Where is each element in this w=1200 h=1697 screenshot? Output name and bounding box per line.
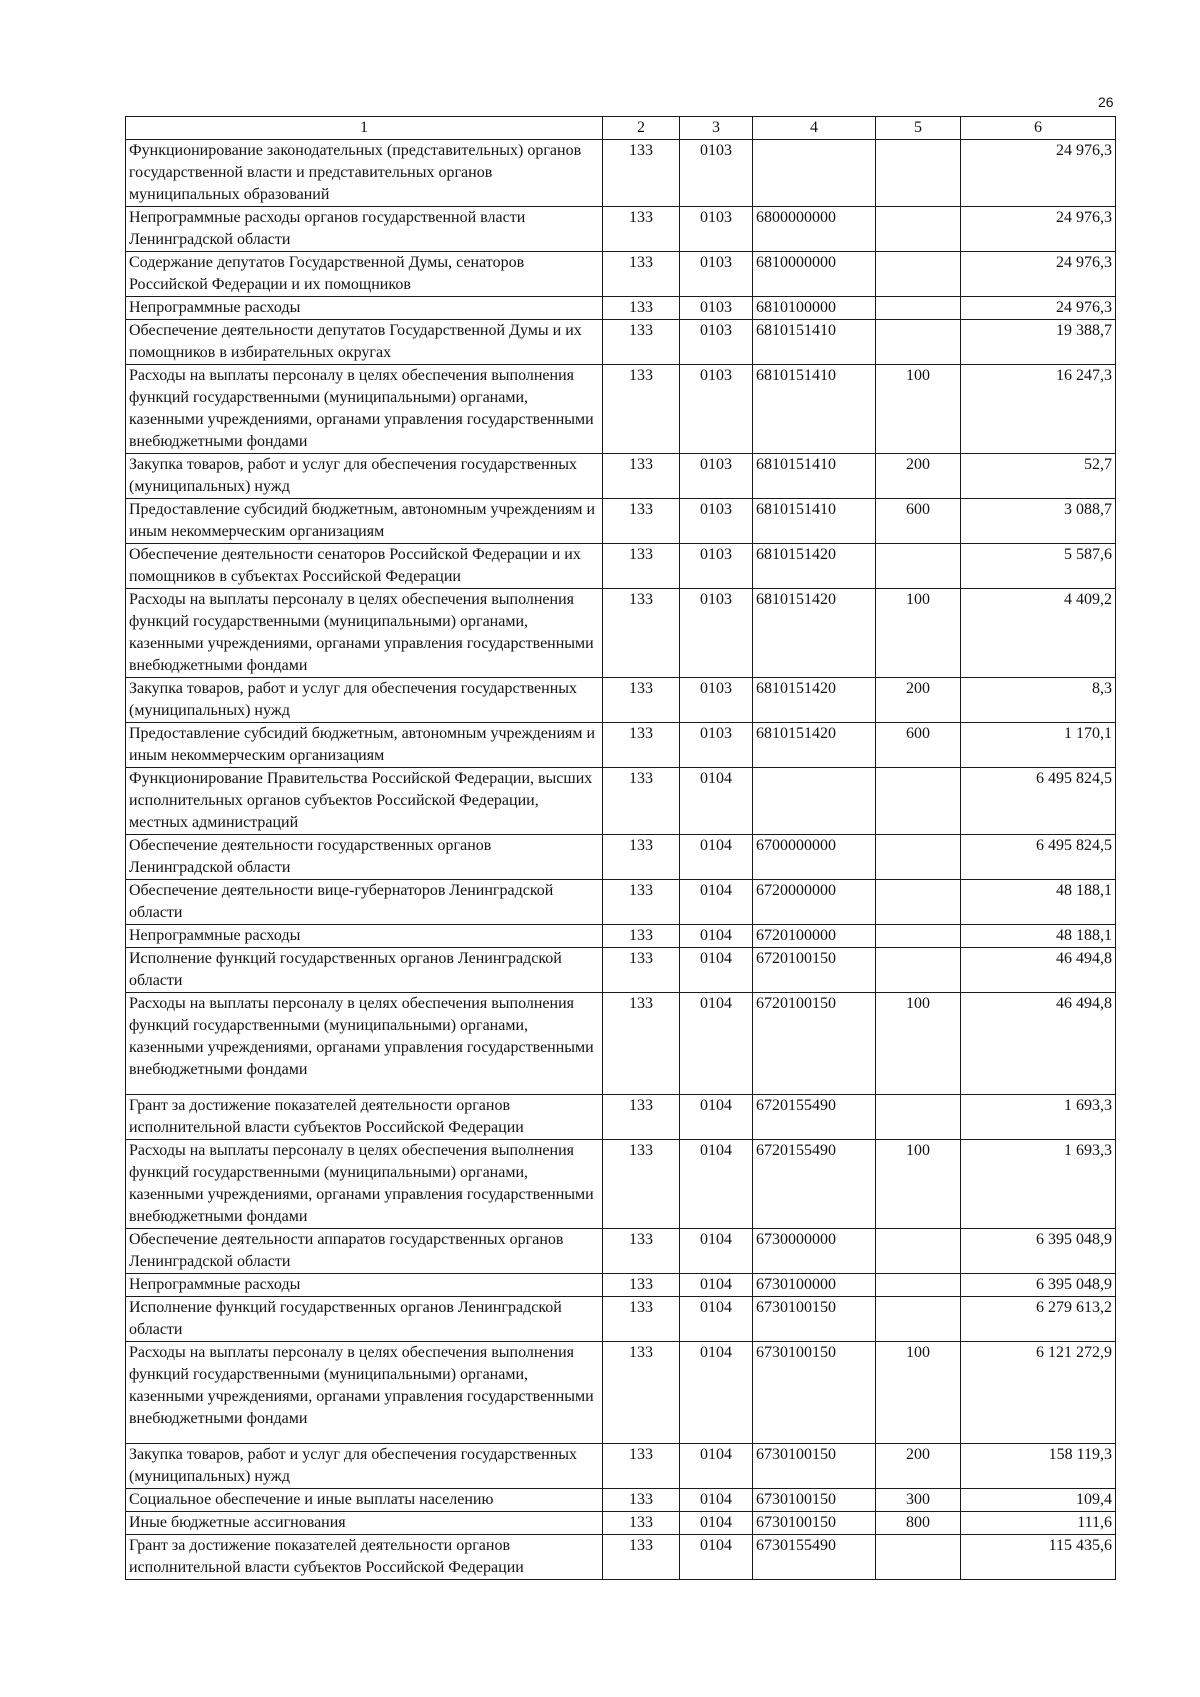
row-description: Социальное обеспечение и иные выплаты населению [126,1489,603,1512]
table-row [126,454,1116,499]
row-admin-code: 133 [603,768,680,835]
row-amount: 8,3 [961,678,1116,723]
table-row [126,207,1116,252]
table-row [126,1512,1116,1535]
row-description: Закупка товаров, работ и услуг для обеспечения государственных (муниципальных) нужд [126,678,603,723]
table-row [126,1489,1116,1512]
table-row [126,297,1116,320]
row-description: Грант за достижение показателей деятельности органов исполнительной власти субъектов Российской Федерации [126,1535,603,1580]
row-description: Обеспечение деятельности аппаратов государственных органов Ленинградской области [126,1229,603,1274]
row-description: Обеспечение деятельности государственных органов Ленинградской области [126,835,603,880]
row-section-code: 0104 [680,1274,753,1297]
row-amount: 115 435,6 [961,1535,1116,1580]
row-admin-code: 133 [603,1140,680,1229]
table-row [126,948,1116,993]
row-expense-type [876,1274,961,1297]
row-expense-type [876,835,961,880]
row-admin-code: 133 [603,1512,680,1535]
row-admin-code: 133 [603,880,680,925]
row-amount: 6 495 824,5 [961,768,1116,835]
row-section-code: 0104 [680,1342,753,1444]
row-target-code: 6730155490 [753,1535,876,1580]
row-section-code: 0104 [680,1444,753,1489]
row-description: Функционирование законодательных (представительных) органов государственной власти и представительных органов муниципальных образований [126,140,603,207]
row-section-code: 0103 [680,678,753,723]
row-expense-type: 100 [876,1342,961,1444]
row-amount: 48 188,1 [961,880,1116,925]
row-amount: 24 976,3 [961,252,1116,297]
row-target-code: 6810100000 [753,297,876,320]
row-target-code: 6810151420 [753,723,876,768]
row-description: Непрограммные расходы органов государственной власти Ленинградской области [126,207,603,252]
table-row [126,589,1116,678]
row-target-code: 6730100150 [753,1489,876,1512]
column-header-4: 4 [753,117,876,140]
row-description: Закупка товаров, работ и услуг для обеспечения государственных (муниципальных) нужд [126,1444,603,1489]
row-admin-code: 133 [603,1297,680,1342]
row-target-code: 6810000000 [753,252,876,297]
row-admin-code: 133 [603,589,680,678]
row-expense-type [876,948,961,993]
row-description: Содержание депутатов Государственной Думы, сенаторов Российской Федерации и их помощников [126,252,603,297]
row-expense-type: 100 [876,365,961,454]
row-description: Расходы на выплаты персоналу в целях обеспечения выполнения функций государственными (муниципальными) органами, казенными учреждениями, органами управления государственными внебюджетными фондами [126,1342,603,1444]
row-admin-code: 133 [603,1095,680,1140]
column-header-5: 5 [876,117,961,140]
row-amount: 6 495 824,5 [961,835,1116,880]
row-expense-type: 600 [876,723,961,768]
row-target-code: 6730100000 [753,1274,876,1297]
table-row [126,1095,1116,1140]
header-row [126,117,1116,140]
row-expense-type [876,297,961,320]
row-section-code: 0104 [680,880,753,925]
row-expense-type [876,544,961,589]
table-row [126,1297,1116,1342]
table-row [126,1342,1116,1444]
row-amount: 1 693,3 [961,1140,1116,1229]
column-header-6: 6 [961,117,1116,140]
row-amount: 48 188,1 [961,925,1116,948]
row-admin-code: 133 [603,1444,680,1489]
row-section-code: 0104 [680,1140,753,1229]
row-amount: 109,4 [961,1489,1116,1512]
row-target-code: 6730000000 [753,1229,876,1274]
budget-table [125,116,1116,1580]
row-expense-type: 600 [876,499,961,544]
row-expense-type [876,207,961,252]
row-admin-code: 133 [603,678,680,723]
row-target-code: 6720100150 [753,993,876,1095]
row-description: Расходы на выплаты персоналу в целях обеспечения выполнения функций государственными (муниципальными) органами, казенными учреждениями, органами управления государственными внебюджетными фондами [126,993,603,1095]
row-admin-code: 133 [603,835,680,880]
row-description: Расходы на выплаты персоналу в целях обеспечения выполнения функций государственными (муниципальными) органами, казенными учреждениями, органами управления государственными внебюджетными фондами [126,365,603,454]
row-amount: 19 388,7 [961,320,1116,365]
row-description: Функционирование Правительства Российской Федерации, высших исполнительных органов субъектов Российской Федерации, местных администраций [126,768,603,835]
row-description: Закупка товаров, работ и услуг для обеспечения государственных (муниципальных) нужд [126,454,603,499]
row-expense-type [876,1229,961,1274]
row-admin-code: 133 [603,252,680,297]
row-description: Обеспечение деятельности вице-губернаторов Ленинградской области [126,880,603,925]
row-admin-code: 133 [603,297,680,320]
row-expense-type: 100 [876,1140,961,1229]
page-number: 26 [1098,94,1114,110]
table-row [126,1444,1116,1489]
row-expense-type [876,768,961,835]
row-description: Расходы на выплаты персоналу в целях обеспечения выполнения функций государственными (муниципальными) органами, казенными учреждениями, органами управления государственными внебюджетными фондами [126,1140,603,1229]
row-expense-type [876,252,961,297]
row-section-code: 0104 [680,1512,753,1535]
row-description: Непрограммные расходы [126,1274,603,1297]
row-amount: 24 976,3 [961,207,1116,252]
row-description: Иные бюджетные ассигнования [126,1512,603,1535]
row-description: Непрограммные расходы [126,925,603,948]
row-target-code: 6810151420 [753,678,876,723]
table-row [126,1535,1116,1580]
row-target-code: 6730100150 [753,1342,876,1444]
row-description: Исполнение функций государственных органов Ленинградской области [126,948,603,993]
row-amount: 3 088,7 [961,499,1116,544]
table-row [126,768,1116,835]
row-amount: 5 587,6 [961,544,1116,589]
row-description: Грант за достижение показателей деятельности органов исполнительной власти субъектов Российской Федерации [126,1095,603,1140]
row-section-code: 0103 [680,454,753,499]
table-row [126,1229,1116,1274]
row-target-code [753,140,876,207]
table-row [126,252,1116,297]
table-row [126,723,1116,768]
table-row [126,499,1116,544]
row-amount: 46 494,8 [961,993,1116,1095]
row-admin-code: 133 [603,207,680,252]
row-admin-code: 133 [603,925,680,948]
row-expense-type [876,880,961,925]
row-amount: 16 247,3 [961,365,1116,454]
row-amount: 6 279 613,2 [961,1297,1116,1342]
row-expense-type [876,320,961,365]
row-admin-code: 133 [603,499,680,544]
row-expense-type [876,1535,961,1580]
row-amount: 111,6 [961,1512,1116,1535]
row-expense-type: 100 [876,589,961,678]
row-description: Предоставление субсидий бюджетным, автономным учреждениям и иным некоммерческим организациям [126,499,603,544]
row-expense-type [876,1095,961,1140]
row-admin-code: 133 [603,993,680,1095]
table-row [126,835,1116,880]
row-expense-type [876,140,961,207]
row-admin-code: 133 [603,948,680,993]
row-description: Исполнение функций государственных органов Ленинградской области [126,1297,603,1342]
row-expense-type: 200 [876,678,961,723]
row-section-code: 0104 [680,1535,753,1580]
row-target-code: 6810151410 [753,320,876,365]
row-section-code: 0104 [680,1229,753,1274]
row-section-code: 0103 [680,297,753,320]
row-admin-code: 133 [603,1229,680,1274]
row-target-code [753,768,876,835]
row-section-code: 0103 [680,499,753,544]
row-admin-code: 133 [603,1489,680,1512]
row-section-code: 0103 [680,207,753,252]
column-header-3: 3 [680,117,753,140]
row-expense-type: 300 [876,1489,961,1512]
row-amount: 46 494,8 [961,948,1116,993]
row-target-code: 6810151420 [753,544,876,589]
row-section-code: 0103 [680,320,753,365]
row-admin-code: 133 [603,365,680,454]
row-expense-type: 800 [876,1512,961,1535]
table-row [126,1140,1116,1229]
row-section-code: 0104 [680,835,753,880]
row-amount: 24 976,3 [961,297,1116,320]
row-description: Обеспечение деятельности депутатов Государственной Думы и их помощников в избирательных округах [126,320,603,365]
row-section-code: 0103 [680,723,753,768]
row-description: Непрограммные расходы [126,297,603,320]
row-admin-code: 133 [603,140,680,207]
row-admin-code: 133 [603,723,680,768]
table-body [126,140,1116,1580]
row-target-code: 6720155490 [753,1140,876,1229]
row-amount: 52,7 [961,454,1116,499]
row-admin-code: 133 [603,1535,680,1580]
row-section-code: 0104 [680,1297,753,1342]
row-amount: 6 395 048,9 [961,1229,1116,1274]
row-amount: 4 409,2 [961,589,1116,678]
row-expense-type: 200 [876,1444,961,1489]
row-target-code: 6730100150 [753,1297,876,1342]
row-expense-type: 200 [876,454,961,499]
row-target-code: 6720100150 [753,948,876,993]
row-amount: 1 693,3 [961,1095,1116,1140]
row-amount: 24 976,3 [961,140,1116,207]
row-section-code: 0103 [680,365,753,454]
table-row [126,544,1116,589]
table-row [126,140,1116,207]
table-row [126,1274,1116,1297]
row-target-code: 6810151410 [753,454,876,499]
row-admin-code: 133 [603,320,680,365]
row-section-code: 0103 [680,589,753,678]
row-description: Обеспечение деятельности сенаторов Российской Федерации и их помощников в субъектах Российской Федерации [126,544,603,589]
row-expense-type [876,1297,961,1342]
row-admin-code: 133 [603,1342,680,1444]
row-target-code: 6810151420 [753,589,876,678]
table-row [126,993,1116,1095]
table-row [126,678,1116,723]
row-target-code: 6810151410 [753,365,876,454]
row-section-code: 0104 [680,1489,753,1512]
table-row [126,365,1116,454]
row-amount: 6 395 048,9 [961,1274,1116,1297]
row-section-code: 0104 [680,993,753,1095]
row-target-code: 6810151410 [753,499,876,544]
row-expense-type: 100 [876,993,961,1095]
row-target-code: 6720100000 [753,925,876,948]
row-amount: 6 121 272,9 [961,1342,1116,1444]
row-admin-code: 133 [603,544,680,589]
column-header-2: 2 [603,117,680,140]
row-target-code: 6720155490 [753,1095,876,1140]
row-admin-code: 133 [603,454,680,499]
row-description: Предоставление субсидий бюджетным, автономным учреждениям и иным некоммерческим организациям [126,723,603,768]
table-row [126,320,1116,365]
row-target-code: 6720000000 [753,880,876,925]
row-target-code: 6730100150 [753,1512,876,1535]
row-expense-type [876,925,961,948]
row-target-code: 6730100150 [753,1444,876,1489]
row-amount: 158 119,3 [961,1444,1116,1489]
row-section-code: 0104 [680,948,753,993]
row-section-code: 0103 [680,140,753,207]
row-section-code: 0103 [680,252,753,297]
table-row [126,880,1116,925]
row-section-code: 0103 [680,544,753,589]
table-row [126,925,1116,948]
row-admin-code: 133 [603,1274,680,1297]
row-section-code: 0104 [680,768,753,835]
row-section-code: 0104 [680,925,753,948]
row-section-code: 0104 [680,1095,753,1140]
row-target-code: 6700000000 [753,835,876,880]
row-target-code: 6800000000 [753,207,876,252]
row-description: Расходы на выплаты персоналу в целях обеспечения выполнения функций государственными (муниципальными) органами, казенными учреждениями, органами управления государственными внебюджетными фондами [126,589,603,678]
column-header-1: 1 [126,117,603,140]
row-amount: 1 170,1 [961,723,1116,768]
